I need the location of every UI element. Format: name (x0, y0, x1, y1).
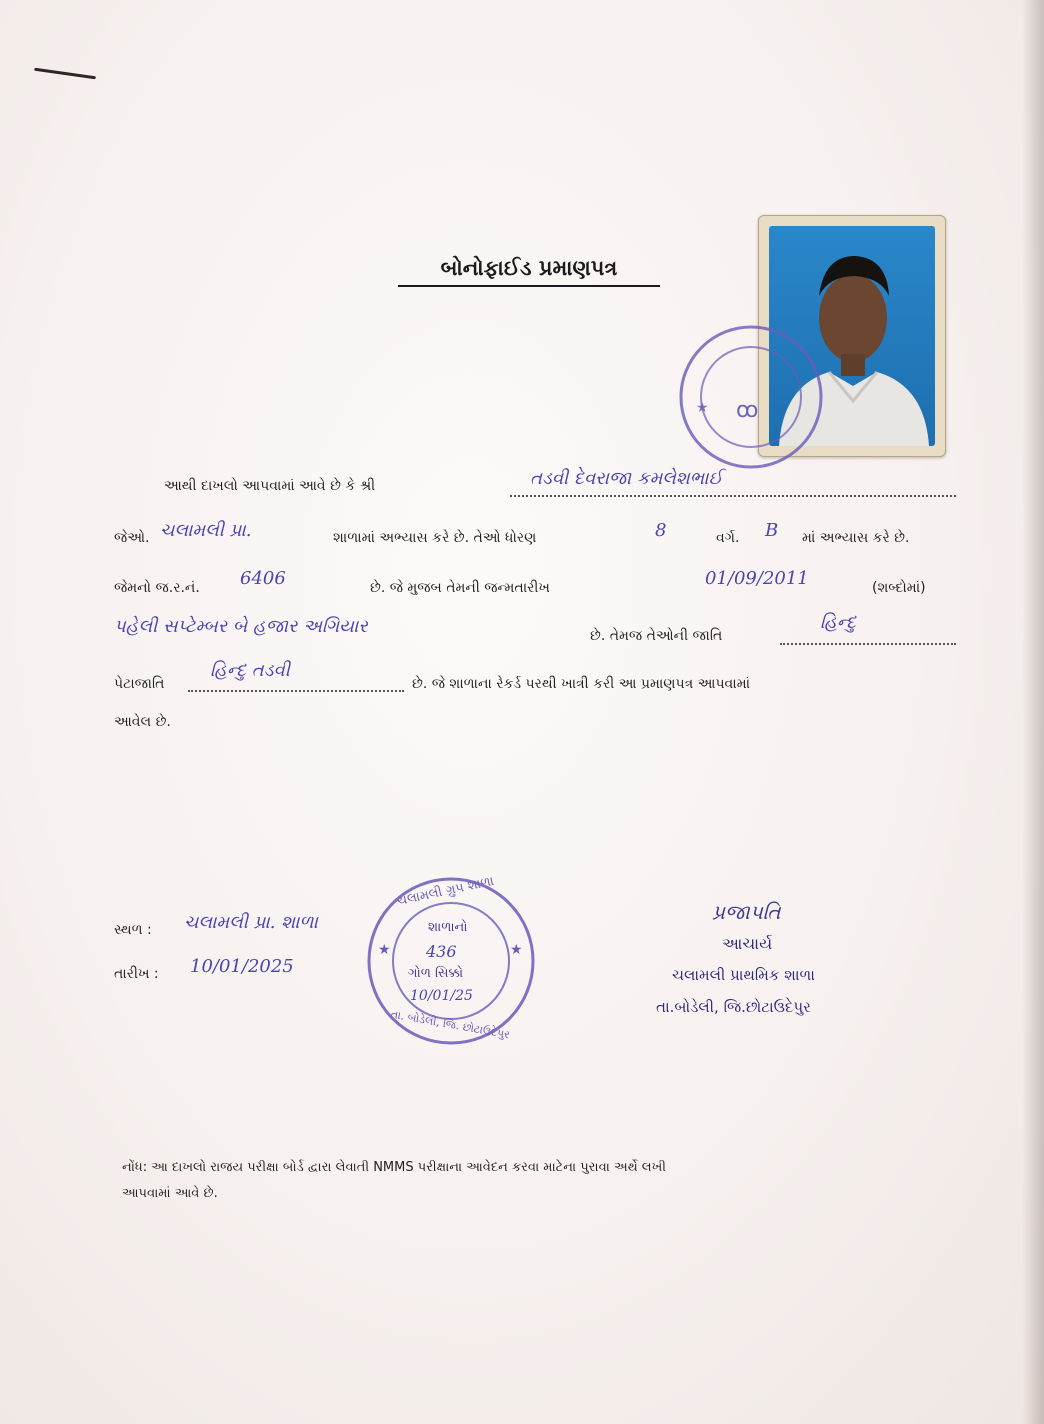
svg-text:★: ★ (378, 942, 391, 958)
standard-field: 8 (655, 520, 667, 541)
date-value: 10/01/2025 (190, 956, 294, 977)
address-stamp-line: તા.બોડેલી, જિ.છોટાઉદેપુર (656, 998, 811, 1016)
birth-date-field: 01/09/2011 (705, 568, 809, 589)
stamp-center-line1: શાળાનો (428, 920, 468, 935)
subcaste-field: હિન્દુ તડવી (210, 660, 290, 681)
line5-prefix: પેટાજાતિ (114, 676, 165, 692)
line2-prefix: જેઓ. (114, 530, 150, 546)
line4-middle: છે. તેમજ તેઓની જાતિ (590, 628, 723, 644)
svg-text:★: ★ (510, 942, 523, 958)
svg-text:★: ★ (696, 400, 709, 416)
dotted-line-caste (780, 643, 956, 645)
date-label: તારીખ : (114, 966, 159, 982)
line3-prefix: જેમનો જ.ર.નં. (114, 580, 200, 596)
dotted-line-subcaste (188, 690, 404, 692)
caste-field: હિન્દુ (820, 612, 856, 633)
line6-text: આવેલ છે. (114, 714, 171, 730)
stamp-center-number: 436 (426, 942, 457, 961)
dotted-line-name (510, 495, 956, 497)
line2-middle: શાળામાં અભ્યાસ કરે છે. તેઓ ધોરણ (333, 530, 537, 546)
line1-prefix: આથી દાખલો આપવામાં આવે છે કે શ્રી (164, 478, 376, 494)
stamp-center-date: 10/01/25 (410, 988, 473, 1004)
school-name-field: ચલામલી પ્રા. (160, 520, 252, 541)
place-value: ચલામલી પ્રા. શાળા (184, 912, 318, 933)
line3-middle: છે. જે મુજબ તેમની જન્મતારીખ (370, 580, 550, 596)
birth-date-words-field: પહેલી સપ્ટેમ્બર બે હજાર અગિયાર (114, 616, 368, 637)
round-stamp-photo (676, 322, 826, 472)
place-label: સ્થળ : (114, 922, 152, 938)
note-line2: આપવામાં આવે છે. (122, 1186, 218, 1201)
round-stamp (364, 868, 538, 1054)
student-name: તડવી દેવરાજા કમલેશભાઈ (530, 468, 723, 489)
stamp-outer-text: ચલામલી ગ્રુપ શાળા (395, 873, 496, 910)
stamp-center-line3: ગોળ સિક્કો (408, 966, 464, 981)
certificate-title: બોનોફાઈડ પ્રમાણપત્ર (398, 256, 660, 287)
line2-suffix: માં અભ્યાસ કરે છે. (802, 530, 910, 546)
note-line1: નોંધ: આ દાખલો રાજય પરીક્ષા બોર્ડ દ્વારા લેવાતી NMMS પરીક્ષાના આવેદન કરવા માટેના પુરાવા અર્થે લખી (122, 1160, 667, 1175)
gr-number-field: 6406 (240, 568, 286, 589)
stamp-bottom-text: તા. બોડેલી, જિ. છોટાઉદેપુર (389, 1007, 511, 1042)
line3-suffix: (શબ્દોમાં) (872, 580, 926, 596)
line5-suffix: છે. જે શાળાના રેકર્ડ પરથી ખાત્રી કરી આ પ્રમાણપત્ર આપવામાં (412, 676, 751, 692)
principal-signature: પ્રજાપતિ (712, 900, 781, 924)
school-stamp-line: ચલામલી પ્રાથમિક શાળા (672, 966, 815, 984)
page-edge-shadow (1022, 0, 1044, 1424)
svg-text:ꝏ: ꝏ (736, 398, 759, 423)
division-field: B (765, 520, 779, 541)
pen-mark (34, 68, 96, 80)
class-label: વર્ગ. (716, 530, 740, 546)
designation: આચાર્ય (722, 934, 773, 953)
